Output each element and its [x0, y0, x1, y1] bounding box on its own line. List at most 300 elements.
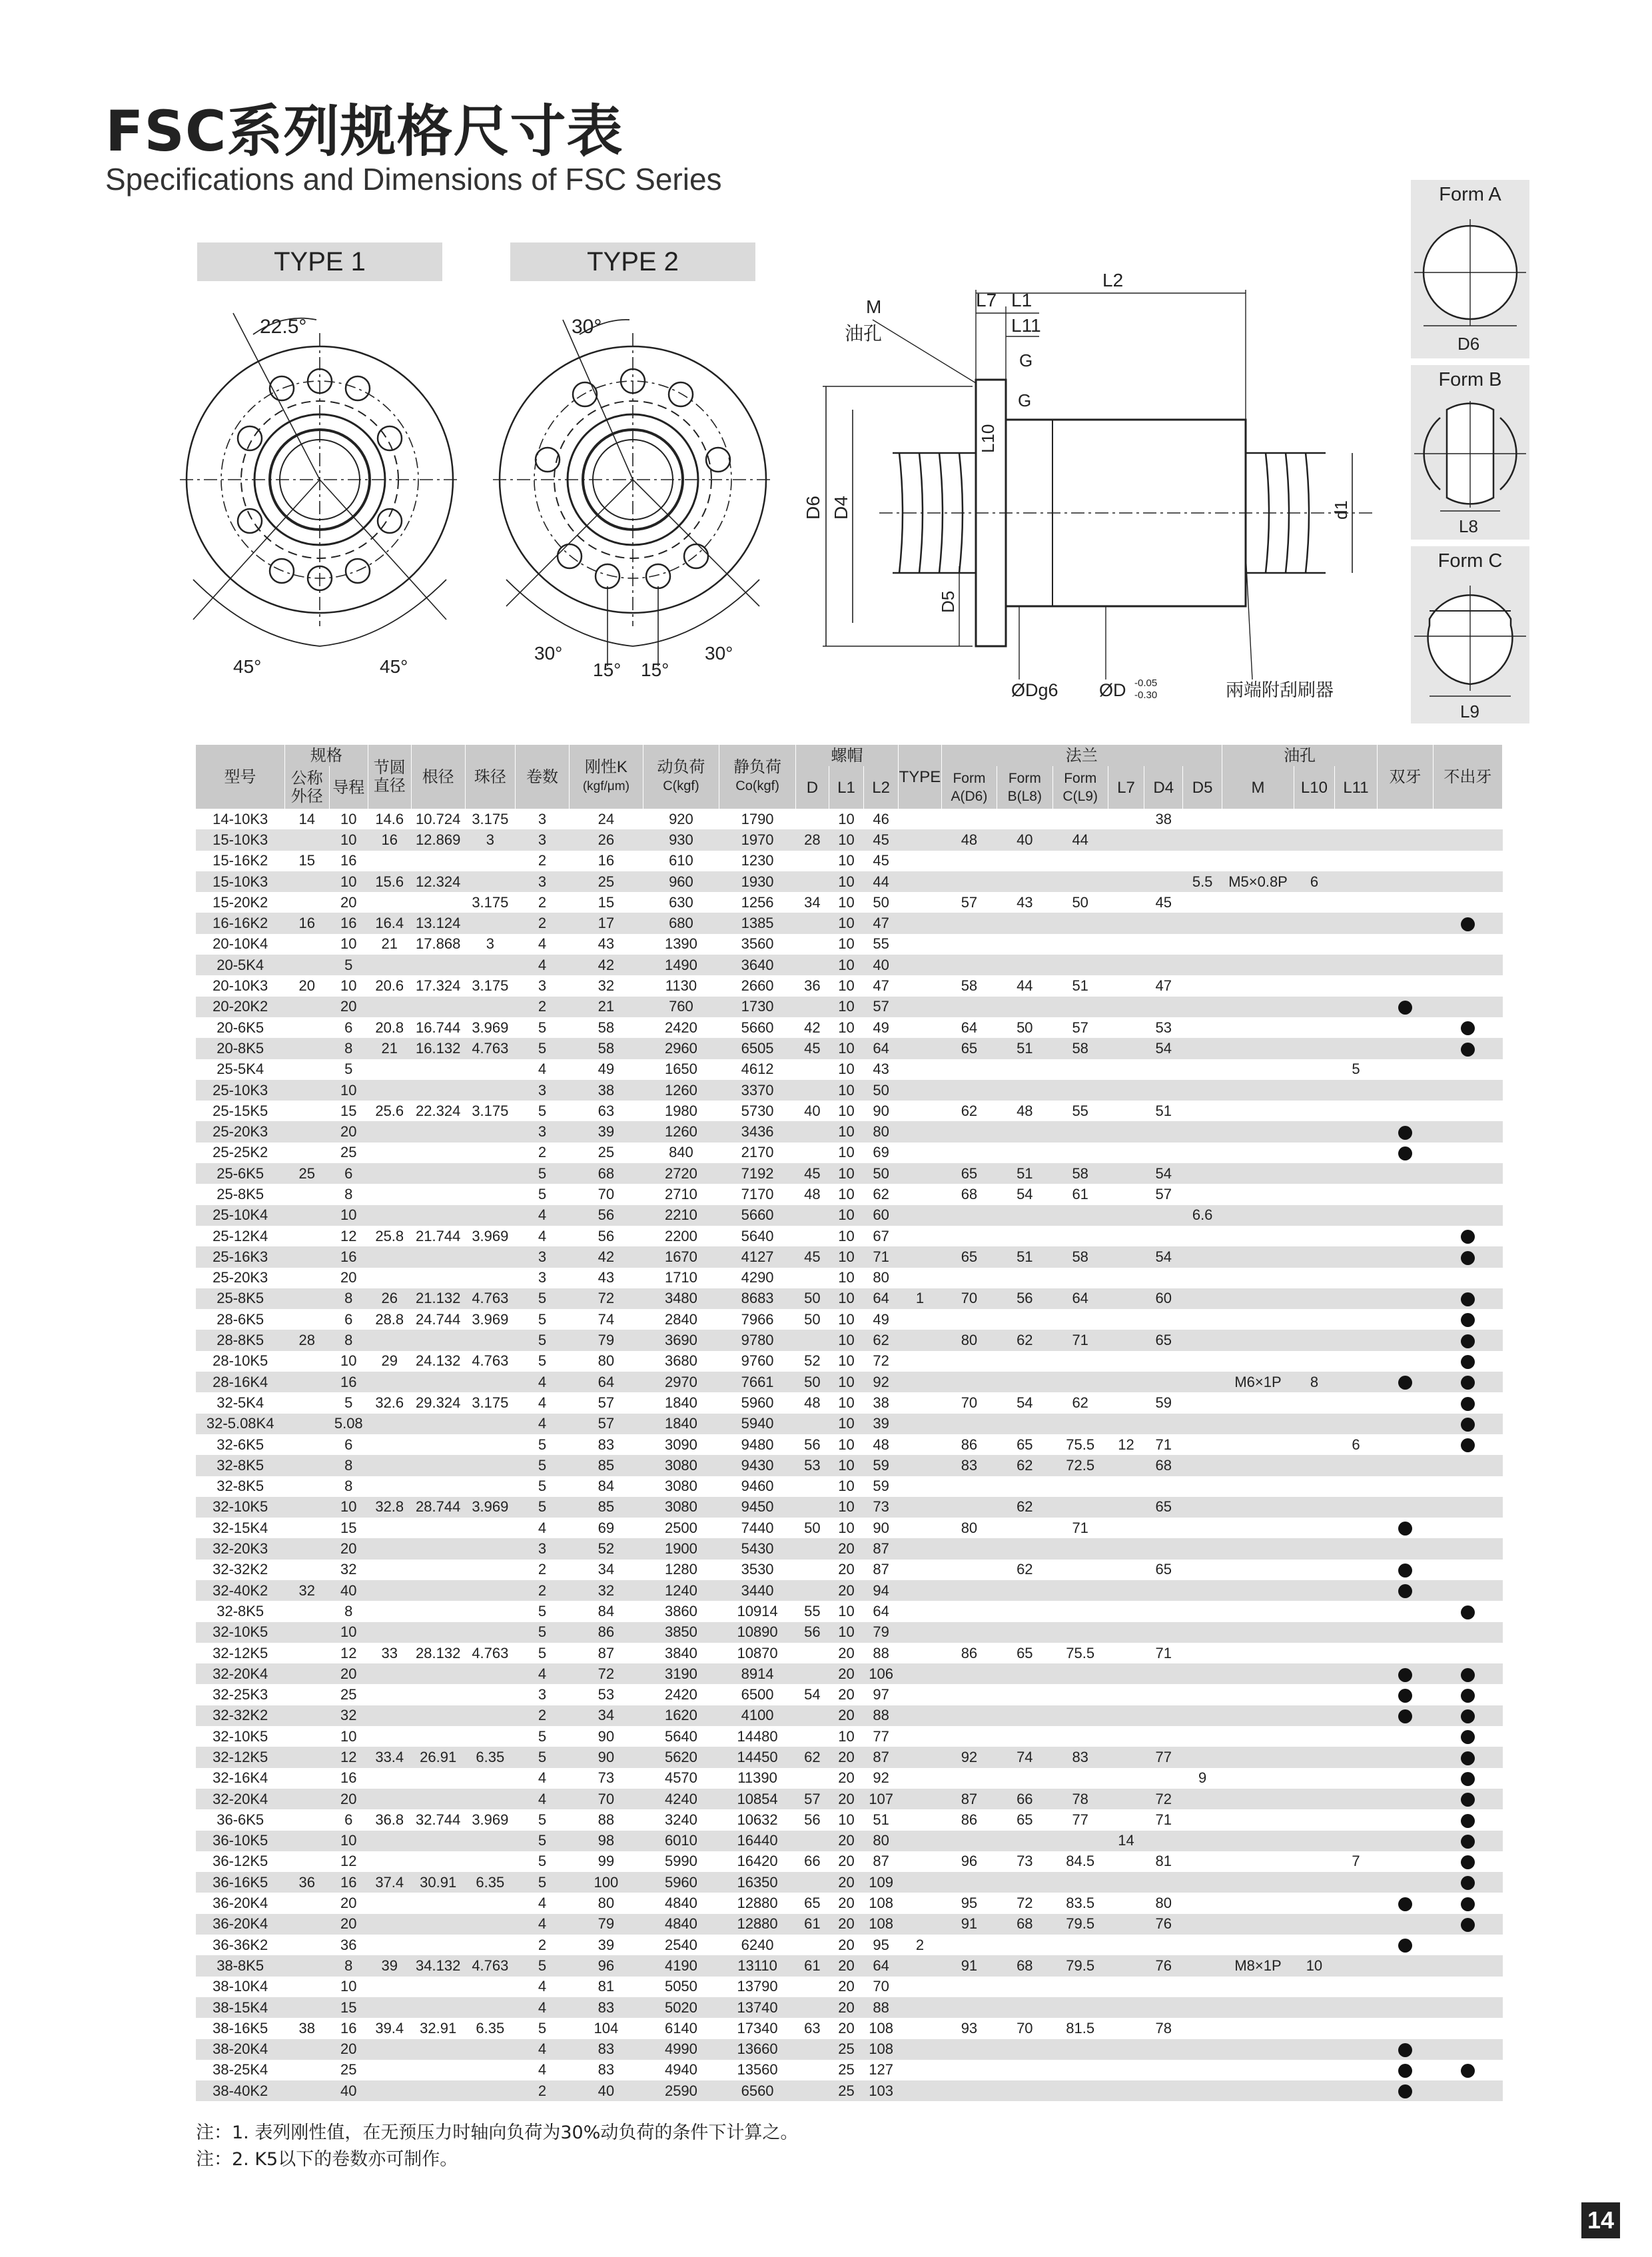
table-cell: 25-8K5 [196, 1288, 284, 1309]
table-cell [1144, 1205, 1183, 1226]
table-cell: 39 [570, 1121, 643, 1142]
table-cell [1222, 1768, 1294, 1789]
table-cell [1108, 1142, 1144, 1163]
table-cell [997, 1226, 1052, 1246]
table-cell [465, 1268, 515, 1288]
table-cell: 25 [329, 1142, 368, 1163]
table-cell [1052, 1372, 1108, 1392]
table-cell [899, 1601, 942, 1621]
table-cell: 57 [570, 1392, 643, 1413]
table-cell: 25.8 [368, 1226, 411, 1246]
table-cell: 108 [864, 2018, 899, 2038]
table-cell [899, 2080, 942, 2101]
bullet-dot-icon [1461, 1313, 1475, 1327]
table-cell: 32 [329, 1560, 368, 1580]
table-cell [941, 1768, 997, 1789]
bullet-dot-icon [1461, 1709, 1475, 1723]
table-cell [1294, 997, 1334, 1017]
table-cell [1183, 1184, 1222, 1204]
table-cell [368, 1184, 411, 1204]
table-cell [1378, 1163, 1433, 1184]
bullet-dot-icon [1398, 1689, 1412, 1703]
table-cell: 48 [864, 1434, 899, 1455]
table-cell: 59 [1144, 1392, 1183, 1413]
table-cell [1294, 1622, 1334, 1643]
table-cell [941, 871, 997, 892]
table-cell [1108, 1059, 1144, 1080]
table-cell: 10 [829, 892, 863, 913]
table-cell: 86 [570, 1622, 643, 1643]
table-cell [1144, 1226, 1183, 1246]
table-cell [1378, 2080, 1433, 2101]
table-cell: 15 [329, 1518, 368, 1538]
table-cell [899, 1205, 942, 1226]
table-cell: 24.744 [411, 1309, 465, 1330]
form-c-dim: L9 [1460, 701, 1479, 721]
table-cell [1108, 1580, 1144, 1601]
table-cell [1222, 2080, 1294, 2101]
table-cell [941, 1414, 997, 1434]
table-cell [1433, 1288, 1502, 1309]
table-cell [411, 1977, 465, 1997]
table-cell [465, 1893, 515, 1913]
table-cell: 3690 [643, 1330, 719, 1350]
table-cell [1294, 1205, 1334, 1226]
table-cell [465, 871, 515, 892]
table-cell [941, 913, 997, 933]
table-cell [997, 1059, 1052, 1080]
table-cell [1108, 934, 1144, 955]
table-cell: 59 [864, 1455, 899, 1476]
table-cell [1052, 1497, 1108, 1518]
table-cell [1222, 1309, 1294, 1330]
table-cell [368, 1476, 411, 1497]
table-cell [1108, 1663, 1144, 1684]
table-cell [1222, 1872, 1294, 1893]
th-lead: 导程 [329, 766, 368, 809]
table-cell: 40 [795, 1101, 829, 1121]
table-cell [795, 1643, 829, 1663]
table-cell [899, 1851, 942, 1872]
table-cell [1108, 1226, 1144, 1246]
table-cell [1183, 1059, 1222, 1080]
table-cell: 84 [570, 1476, 643, 1497]
table-cell: 88 [864, 1705, 899, 1726]
table-cell [941, 1059, 997, 1080]
table-cell: 2 [515, 997, 569, 1017]
table-cell [997, 997, 1052, 1017]
table-cell: 4127 [719, 1246, 796, 1267]
table-cell [1294, 1017, 1334, 1038]
table-cell: 10 [329, 1726, 368, 1747]
table-cell: 760 [643, 997, 719, 1017]
table-cell: 15 [570, 892, 643, 913]
table-cell: 25 [329, 2060, 368, 2080]
table-cell [368, 1914, 411, 1935]
table-cell [1222, 1977, 1294, 1997]
dim-dg6: ØDg6 [1011, 680, 1058, 700]
table-cell: 83 [941, 1455, 997, 1476]
table-cell [1334, 1184, 1378, 1204]
table-cell [411, 1163, 465, 1184]
table-cell: 69 [864, 1142, 899, 1163]
table-cell [1222, 1226, 1294, 1246]
table-cell [1052, 2060, 1108, 2080]
table-cell: 51 [997, 1163, 1052, 1184]
table-cell [1378, 1372, 1433, 1392]
table-cell [997, 1831, 1052, 1851]
table-cell: 3 [465, 934, 515, 955]
table-cell: 3.175 [465, 892, 515, 913]
table-cell [1378, 1977, 1433, 1997]
table-cell [1334, 1809, 1378, 1830]
table-cell [284, 1038, 329, 1059]
table-cell: 10 [829, 913, 863, 933]
table-cell: 13660 [719, 2039, 796, 2060]
table-cell: 59 [864, 1476, 899, 1497]
table-cell [1378, 2060, 1433, 2080]
table-cell [1108, 1351, 1144, 1372]
table-cell [1183, 2039, 1222, 2060]
table-cell [411, 892, 465, 913]
table-row [196, 913, 1503, 933]
table-cell [1183, 2060, 1222, 2080]
table-cell: 16440 [719, 1831, 796, 1851]
table-cell [899, 829, 942, 850]
table-cell: 70 [864, 1977, 899, 1997]
table-cell: 4.763 [465, 1955, 515, 1976]
table-cell [1294, 1059, 1334, 1080]
table-cell [1433, 1309, 1502, 1330]
table-cell: 6505 [719, 1038, 796, 1059]
table-cell [1433, 851, 1502, 871]
table-cell [465, 1476, 515, 1497]
table-cell: 3680 [643, 1351, 719, 1372]
table-cell [795, 1935, 829, 1955]
table-cell [284, 1101, 329, 1121]
table-cell [368, 997, 411, 1017]
table-cell: 65 [997, 1809, 1052, 1830]
table-cell [1144, 1768, 1183, 1789]
table-cell [1334, 829, 1378, 850]
table-cell: 1260 [643, 1080, 719, 1101]
table-cell [899, 975, 942, 996]
table-cell: 72 [570, 1288, 643, 1309]
table-cell [1334, 851, 1378, 871]
table-row [196, 1684, 1503, 1705]
table-cell [1334, 1121, 1378, 1142]
table-cell [941, 1601, 997, 1621]
table-cell [411, 1246, 465, 1267]
table-cell: 68 [941, 1184, 997, 1204]
table-cell: 10 [329, 1497, 368, 1518]
table-cell [795, 809, 829, 829]
table-cell: 20-10K4 [196, 934, 284, 955]
table-cell [1378, 1288, 1433, 1309]
table-cell [411, 1142, 465, 1163]
table-cell [1378, 1914, 1433, 1935]
table-cell [1294, 934, 1334, 955]
table-cell: 2210 [643, 1205, 719, 1226]
table-cell [465, 851, 515, 871]
table-cell [997, 1684, 1052, 1705]
table-cell: 4570 [643, 1768, 719, 1789]
table-cell: M6×1P [1222, 1372, 1294, 1392]
table-cell [368, 1330, 411, 1350]
table-cell [1334, 1955, 1378, 1976]
th-group-flange: 法兰 [941, 745, 1222, 766]
table-row [196, 955, 1503, 975]
table-cell [1334, 1518, 1378, 1538]
table-cell [795, 1831, 829, 1851]
type2-angle-b2: 15° [593, 660, 621, 680]
table-cell [997, 1663, 1052, 1684]
form-a-dim: D6 [1457, 334, 1480, 354]
table-cell [284, 2039, 329, 2060]
table-cell: 3850 [643, 1622, 719, 1643]
table-cell: 8683 [719, 1288, 796, 1309]
table-cell [1378, 1622, 1433, 1643]
type1-label: TYPE 1 [197, 242, 442, 281]
table-cell [941, 1268, 997, 1288]
table-cell: 26.91 [411, 1747, 465, 1767]
table-cell: 68 [997, 1955, 1052, 1976]
table-cell: 2 [515, 1580, 569, 1601]
table-cell: 7661 [719, 1372, 796, 1392]
table-cell: 34 [570, 1560, 643, 1580]
table-cell: 72.5 [1052, 1455, 1108, 1476]
table-cell: 20 [329, 1538, 368, 1559]
table-cell: 56 [570, 1226, 643, 1246]
table-cell [1052, 1142, 1108, 1163]
table-cell: 12880 [719, 1914, 796, 1935]
table-cell [465, 1831, 515, 1851]
table-cell [899, 1789, 942, 1809]
table-cell: 16 [329, 1372, 368, 1392]
table-cell [1334, 1476, 1378, 1497]
table-cell [1294, 1705, 1334, 1726]
table-cell [899, 1872, 942, 1893]
table-cell: 49 [864, 1017, 899, 1038]
table-cell: 5050 [643, 1977, 719, 1997]
table-cell [899, 1684, 942, 1705]
table-cell: 70 [941, 1392, 997, 1413]
table-row [196, 1246, 1503, 1267]
table-cell [368, 1142, 411, 1163]
table-cell [1294, 1121, 1334, 1142]
table-cell [795, 1476, 829, 1497]
table-cell: 65 [997, 1643, 1052, 1663]
table-cell [1183, 1684, 1222, 1705]
table-cell [1052, 809, 1108, 829]
table-row [196, 1351, 1503, 1372]
table-cell [997, 1768, 1052, 1789]
table-cell [1222, 1747, 1294, 1767]
table-cell: 32-20K4 [196, 1663, 284, 1684]
table-cell [1108, 1518, 1144, 1538]
table-cell [1222, 809, 1294, 829]
table-cell [1378, 2018, 1433, 2038]
table-cell [1144, 1705, 1183, 1726]
table-cell [1144, 1414, 1183, 1434]
table-cell [899, 1414, 942, 1434]
table-cell: 90 [570, 1726, 643, 1747]
table-cell [1294, 1560, 1334, 1580]
table-cell [899, 1121, 942, 1142]
table-cell [465, 1977, 515, 1997]
table-cell: 64 [864, 1288, 899, 1309]
table-cell [1294, 1309, 1334, 1330]
table-cell [941, 1205, 997, 1226]
th-form-a: Form A(D6) [941, 766, 997, 809]
spec-table [196, 745, 1503, 2101]
table-cell [1294, 829, 1334, 850]
table-cell: 64 [1052, 1288, 1108, 1309]
table-cell [1433, 2039, 1502, 2060]
table-cell [1222, 1205, 1294, 1226]
table-cell: 25-20K3 [196, 1268, 284, 1288]
table-cell: 3436 [719, 1121, 796, 1142]
table-cell: 20 [829, 1872, 863, 1893]
table-cell [1222, 1893, 1294, 1913]
table-cell: 66 [997, 1789, 1052, 1809]
table-cell [899, 1434, 942, 1455]
table-cell: 25 [570, 871, 643, 892]
table-cell [368, 1997, 411, 2018]
table-cell [1144, 2080, 1183, 2101]
table-cell: 10870 [719, 1643, 796, 1663]
table-row [196, 1497, 1503, 1518]
table-cell [1108, 1997, 1144, 2018]
dim-d4: D4 [831, 496, 851, 520]
table-cell [284, 1142, 329, 1163]
table-cell: 3 [515, 975, 569, 996]
table-cell [284, 1414, 329, 1434]
table-cell: 73 [997, 1851, 1052, 1872]
table-cell: 32.6 [368, 1392, 411, 1413]
table-cell: 14.6 [368, 809, 411, 829]
table-cell: 58 [570, 1038, 643, 1059]
table-cell: 1710 [643, 1268, 719, 1288]
table-cell [795, 1997, 829, 2018]
table-cell [1294, 1663, 1334, 1684]
table-cell: 2 [515, 2080, 569, 2101]
table-cell: 14480 [719, 1726, 796, 1747]
table-cell: 52 [795, 1351, 829, 1372]
table-cell [1108, 809, 1144, 829]
table-cell [1294, 851, 1334, 871]
table-cell [1433, 1935, 1502, 1955]
bullet-dot-icon [1398, 1001, 1412, 1015]
table-cell: 10 [329, 1977, 368, 1997]
table-cell: 1390 [643, 934, 719, 955]
table-cell [1183, 1747, 1222, 1767]
form-b-diagram [1411, 391, 1529, 539]
table-cell: 12.869 [411, 829, 465, 850]
table-cell: 1256 [719, 892, 796, 913]
table-cell: 81 [1144, 1851, 1183, 1872]
table-cell: 4 [515, 1392, 569, 1413]
table-cell [368, 1851, 411, 1872]
bullet-dot-icon [1461, 1251, 1475, 1265]
table-cell [1433, 997, 1502, 1017]
table-cell [1144, 871, 1183, 892]
table-cell [368, 892, 411, 913]
table-cell: 2720 [643, 1163, 719, 1184]
table-cell [1052, 1997, 1108, 2018]
table-cell [1144, 1872, 1183, 1893]
table-cell [899, 1580, 942, 1601]
table-cell: 49 [864, 1309, 899, 1330]
table-cell [1334, 1163, 1378, 1184]
table-cell: 3.969 [465, 1497, 515, 1518]
table-cell: 5990 [643, 1851, 719, 1872]
table-cell [1144, 955, 1183, 975]
table-cell [1378, 1518, 1433, 1538]
table-cell [1144, 1080, 1183, 1101]
table-cell [941, 1935, 997, 1955]
table-cell: 51 [997, 1246, 1052, 1267]
table-cell [899, 1226, 942, 1246]
table-cell: 25-12K4 [196, 1226, 284, 1246]
table-cell: 48 [997, 1101, 1052, 1121]
table-cell [1433, 934, 1502, 955]
table-cell [941, 1997, 997, 2018]
table-cell: 25 [329, 1684, 368, 1705]
bullet-dot-icon [1461, 1418, 1475, 1432]
table-cell [465, 2080, 515, 2101]
table-row [196, 2039, 1503, 2060]
table-cell [1222, 955, 1294, 975]
table-cell: 10 [829, 1330, 863, 1350]
table-cell [997, 809, 1052, 829]
table-cell: 80 [570, 1351, 643, 1372]
table-cell [1334, 1038, 1378, 1059]
table-cell [284, 1726, 329, 1747]
table-cell [1433, 1184, 1502, 1204]
table-cell: 2420 [643, 1017, 719, 1038]
table-cell: 20-20K2 [196, 997, 284, 1017]
table-cell: 3530 [719, 1560, 796, 1580]
table-cell: 16 [329, 1768, 368, 1789]
table-cell: 12.324 [411, 871, 465, 892]
table-cell [1294, 975, 1334, 996]
table-cell: 4290 [719, 1268, 796, 1288]
table-cell: 3 [515, 1538, 569, 1559]
table-cell [411, 1455, 465, 1476]
table-cell [1334, 1538, 1378, 1559]
table-cell [1183, 2080, 1222, 2101]
table-cell [1222, 1330, 1294, 1350]
table-cell: 2590 [643, 2080, 719, 2101]
table-cell: 4 [515, 1768, 569, 1789]
table-cell: 6240 [719, 1935, 796, 1955]
table-cell: 10 [329, 829, 368, 850]
table-cell: 13740 [719, 1997, 796, 2018]
table-cell: 6 [1334, 1434, 1378, 1455]
bullet-dot-icon [1461, 1292, 1475, 1306]
table-cell [941, 997, 997, 1017]
table-cell [899, 1663, 942, 1684]
table-cell: 53 [570, 1684, 643, 1705]
table-cell: 43 [864, 1059, 899, 1080]
table-cell [941, 1080, 997, 1101]
table-cell [1108, 1809, 1144, 1830]
table-cell [1108, 1246, 1144, 1267]
table-cell: 5 [329, 955, 368, 975]
table-cell [1294, 1038, 1334, 1059]
dim-l2: L2 [1102, 270, 1124, 290]
